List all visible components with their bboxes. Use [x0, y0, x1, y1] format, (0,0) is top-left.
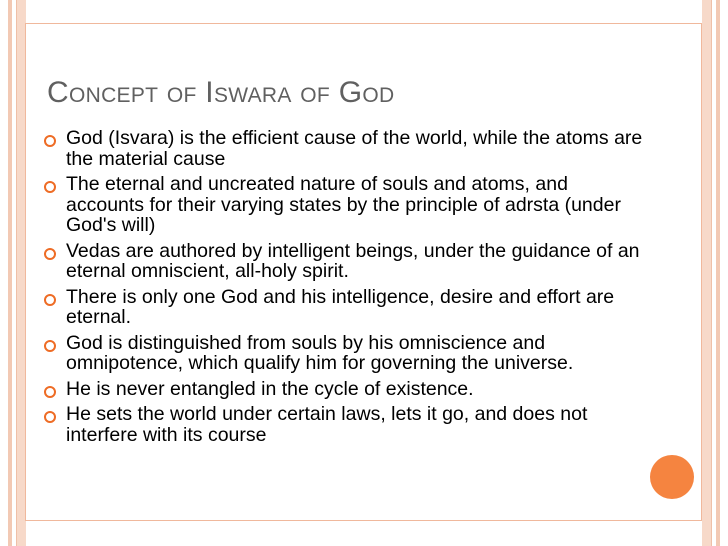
bullet-item — [44, 241, 644, 282]
bullet-item — [44, 379, 644, 400]
bullet-text: Vedas are authored by intelligent beings, under the guidance of an eternal omniscient, all-holy spirit. — [66, 239, 640, 282]
frame-right-stripe — [716, 0, 720, 546]
bullet-item — [44, 128, 644, 169]
bullet-circle-icon — [44, 386, 56, 398]
bullet-list — [44, 128, 644, 450]
bullet-item — [44, 404, 644, 445]
bullet-circle-icon — [44, 181, 56, 193]
bullet-text: God is distinguished from souls by his omniscience and omnipotence, which qualify him for governing the universe. — [66, 331, 574, 374]
bullet-text: He is never entangled in the cycle of existence. — [66, 377, 474, 400]
bullet-circle-icon — [44, 411, 56, 423]
bullet-text: The eternal and uncreated nature of souls and atoms, and accounts for their varying states by the principle of adrsta (under God's will) — [66, 173, 621, 236]
bullet-text: There is only one God and his intelligence, desire and effort are eternal. — [66, 285, 615, 328]
bullet-item — [44, 287, 644, 328]
bullet-circle-icon — [44, 340, 56, 352]
bullet-text: He sets the world under certain laws, lets it go, and does not interfere with its course — [66, 403, 588, 446]
slide-title: Concept of Iswara of God — [47, 76, 395, 109]
frame-right-band — [702, 0, 712, 546]
bullet-item — [44, 174, 644, 236]
bullet-circle-icon — [44, 135, 56, 147]
bullet-circle-icon — [44, 248, 56, 260]
bullet-circle-icon — [44, 294, 56, 306]
decorative-orange-circle — [650, 455, 694, 499]
frame-left-stripe — [8, 0, 12, 546]
bullet-item — [44, 333, 644, 374]
bullet-text: God (Isvara) is the efficient cause of the world, while the atoms are the material cause — [66, 127, 643, 170]
